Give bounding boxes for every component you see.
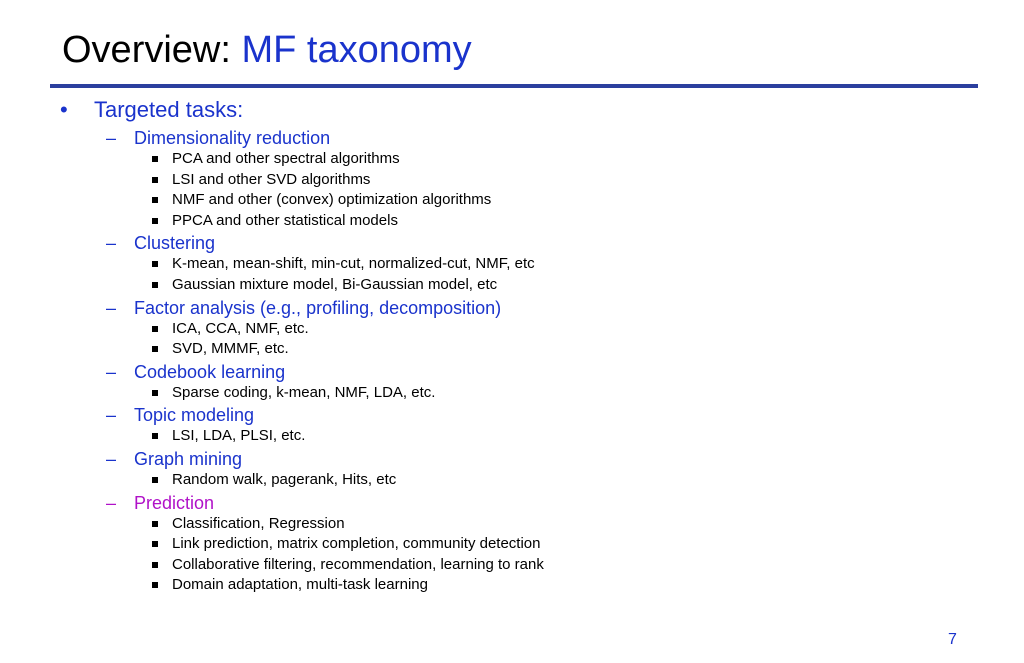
section-prediction	[0, 492, 1024, 514]
sub-bullet-dash: –	[106, 361, 117, 382]
list-item-text: SVD, MMMF, etc.	[172, 340, 289, 358]
list-item	[0, 254, 1024, 275]
section-codebook-learning	[0, 361, 1024, 383]
section-label: Graph mining	[134, 448, 243, 469]
sub-bullet-dash: –	[106, 233, 117, 254]
square-bullet-icon	[152, 346, 158, 352]
square-bullet-icon	[152, 477, 158, 483]
list-item	[0, 426, 1024, 447]
slide-content	[0, 96, 1024, 596]
sub-bullet-dash: –	[106, 448, 117, 469]
section-label: Dimensionality reduction	[134, 128, 331, 148]
list-item-text: Domain adaptation, multi-task learning	[172, 576, 428, 594]
sub-bullet-dash: –	[106, 128, 117, 148]
square-bullet-icon	[152, 197, 158, 203]
list-item-text: Sparse coding, k-mean, NMF, LDA, etc.	[172, 383, 436, 401]
list-item	[0, 190, 1024, 211]
list-item	[0, 514, 1024, 535]
square-bullet-icon	[152, 562, 158, 568]
list-item-text: Random walk, pagerank, Hits, etc	[172, 470, 397, 488]
list-item	[0, 534, 1024, 555]
section-label: Factor analysis (e.g., profiling, decomposition)	[134, 297, 502, 318]
list-item-text: ICA, CCA, NMF, etc.	[172, 319, 309, 337]
square-bullet-icon	[152, 282, 158, 288]
page-number: 7	[948, 631, 957, 648]
list-item	[0, 149, 1024, 170]
list-item-text: K-mean, mean-shift, min-cut, normalized-cut, NMF, etc	[172, 255, 535, 273]
section-label: Clustering	[134, 233, 216, 254]
square-bullet-icon	[152, 156, 158, 162]
list-item-text: LSI, LDA, PLSI, etc.	[172, 427, 306, 445]
list-item-text: NMF and other (convex) optimization algorithms	[172, 191, 492, 209]
list-item	[0, 170, 1024, 191]
section-label: Codebook learning	[134, 361, 286, 382]
main-bullet-label: Targeted tasks:	[94, 97, 244, 122]
list-item-text: Collaborative filtering, recommendation, learning to rank	[172, 555, 544, 573]
list-item	[0, 275, 1024, 296]
slide-title	[62, 28, 472, 72]
list-item-text: LSI and other SVD algorithms	[172, 170, 371, 188]
slide-title-prefix: Overview:	[62, 29, 242, 71]
square-bullet-icon	[152, 390, 158, 396]
list-item	[0, 211, 1024, 232]
list-item	[0, 339, 1024, 360]
section-label: Prediction	[134, 492, 215, 513]
main-bullet	[0, 96, 1024, 126]
list-item	[0, 383, 1024, 404]
square-bullet-icon	[152, 218, 158, 224]
square-bullet-icon	[152, 582, 158, 588]
list-item-text: PCA and other spectral algorithms	[172, 150, 400, 167]
section-label: Topic modeling	[134, 405, 255, 426]
title-underline-rule	[50, 84, 978, 88]
list-item-text: Classification, Regression	[172, 514, 345, 532]
list-item	[0, 470, 1024, 491]
square-bullet-icon	[152, 326, 158, 332]
sub-bullet-dash: –	[106, 297, 117, 318]
square-bullet-icon	[152, 541, 158, 547]
list-item	[0, 575, 1024, 596]
slide-title-highlight: MF taxonomy	[241, 29, 472, 71]
section-factor-analysis	[0, 297, 1024, 319]
section-clustering	[0, 232, 1024, 254]
sub-bullet-dash: –	[106, 405, 117, 426]
section-topic-modeling	[0, 404, 1024, 426]
section-graph-mining	[0, 448, 1024, 470]
square-bullet-icon	[152, 177, 158, 183]
main-bullet-symbol: •	[60, 97, 68, 122]
list-item-text: PPCA and other statistical models	[172, 211, 398, 229]
list-item-text: Gaussian mixture model, Bi-Gaussian model, etc	[172, 275, 498, 293]
square-bullet-icon	[152, 521, 158, 527]
list-item	[0, 555, 1024, 576]
square-bullet-icon	[152, 261, 158, 267]
section-dimensionality-reduction	[0, 127, 1024, 149]
sub-bullet-dash: –	[106, 492, 117, 513]
list-item-text: Link prediction, matrix completion, community detection	[172, 535, 541, 553]
square-bullet-icon	[152, 433, 158, 439]
list-item	[0, 319, 1024, 340]
